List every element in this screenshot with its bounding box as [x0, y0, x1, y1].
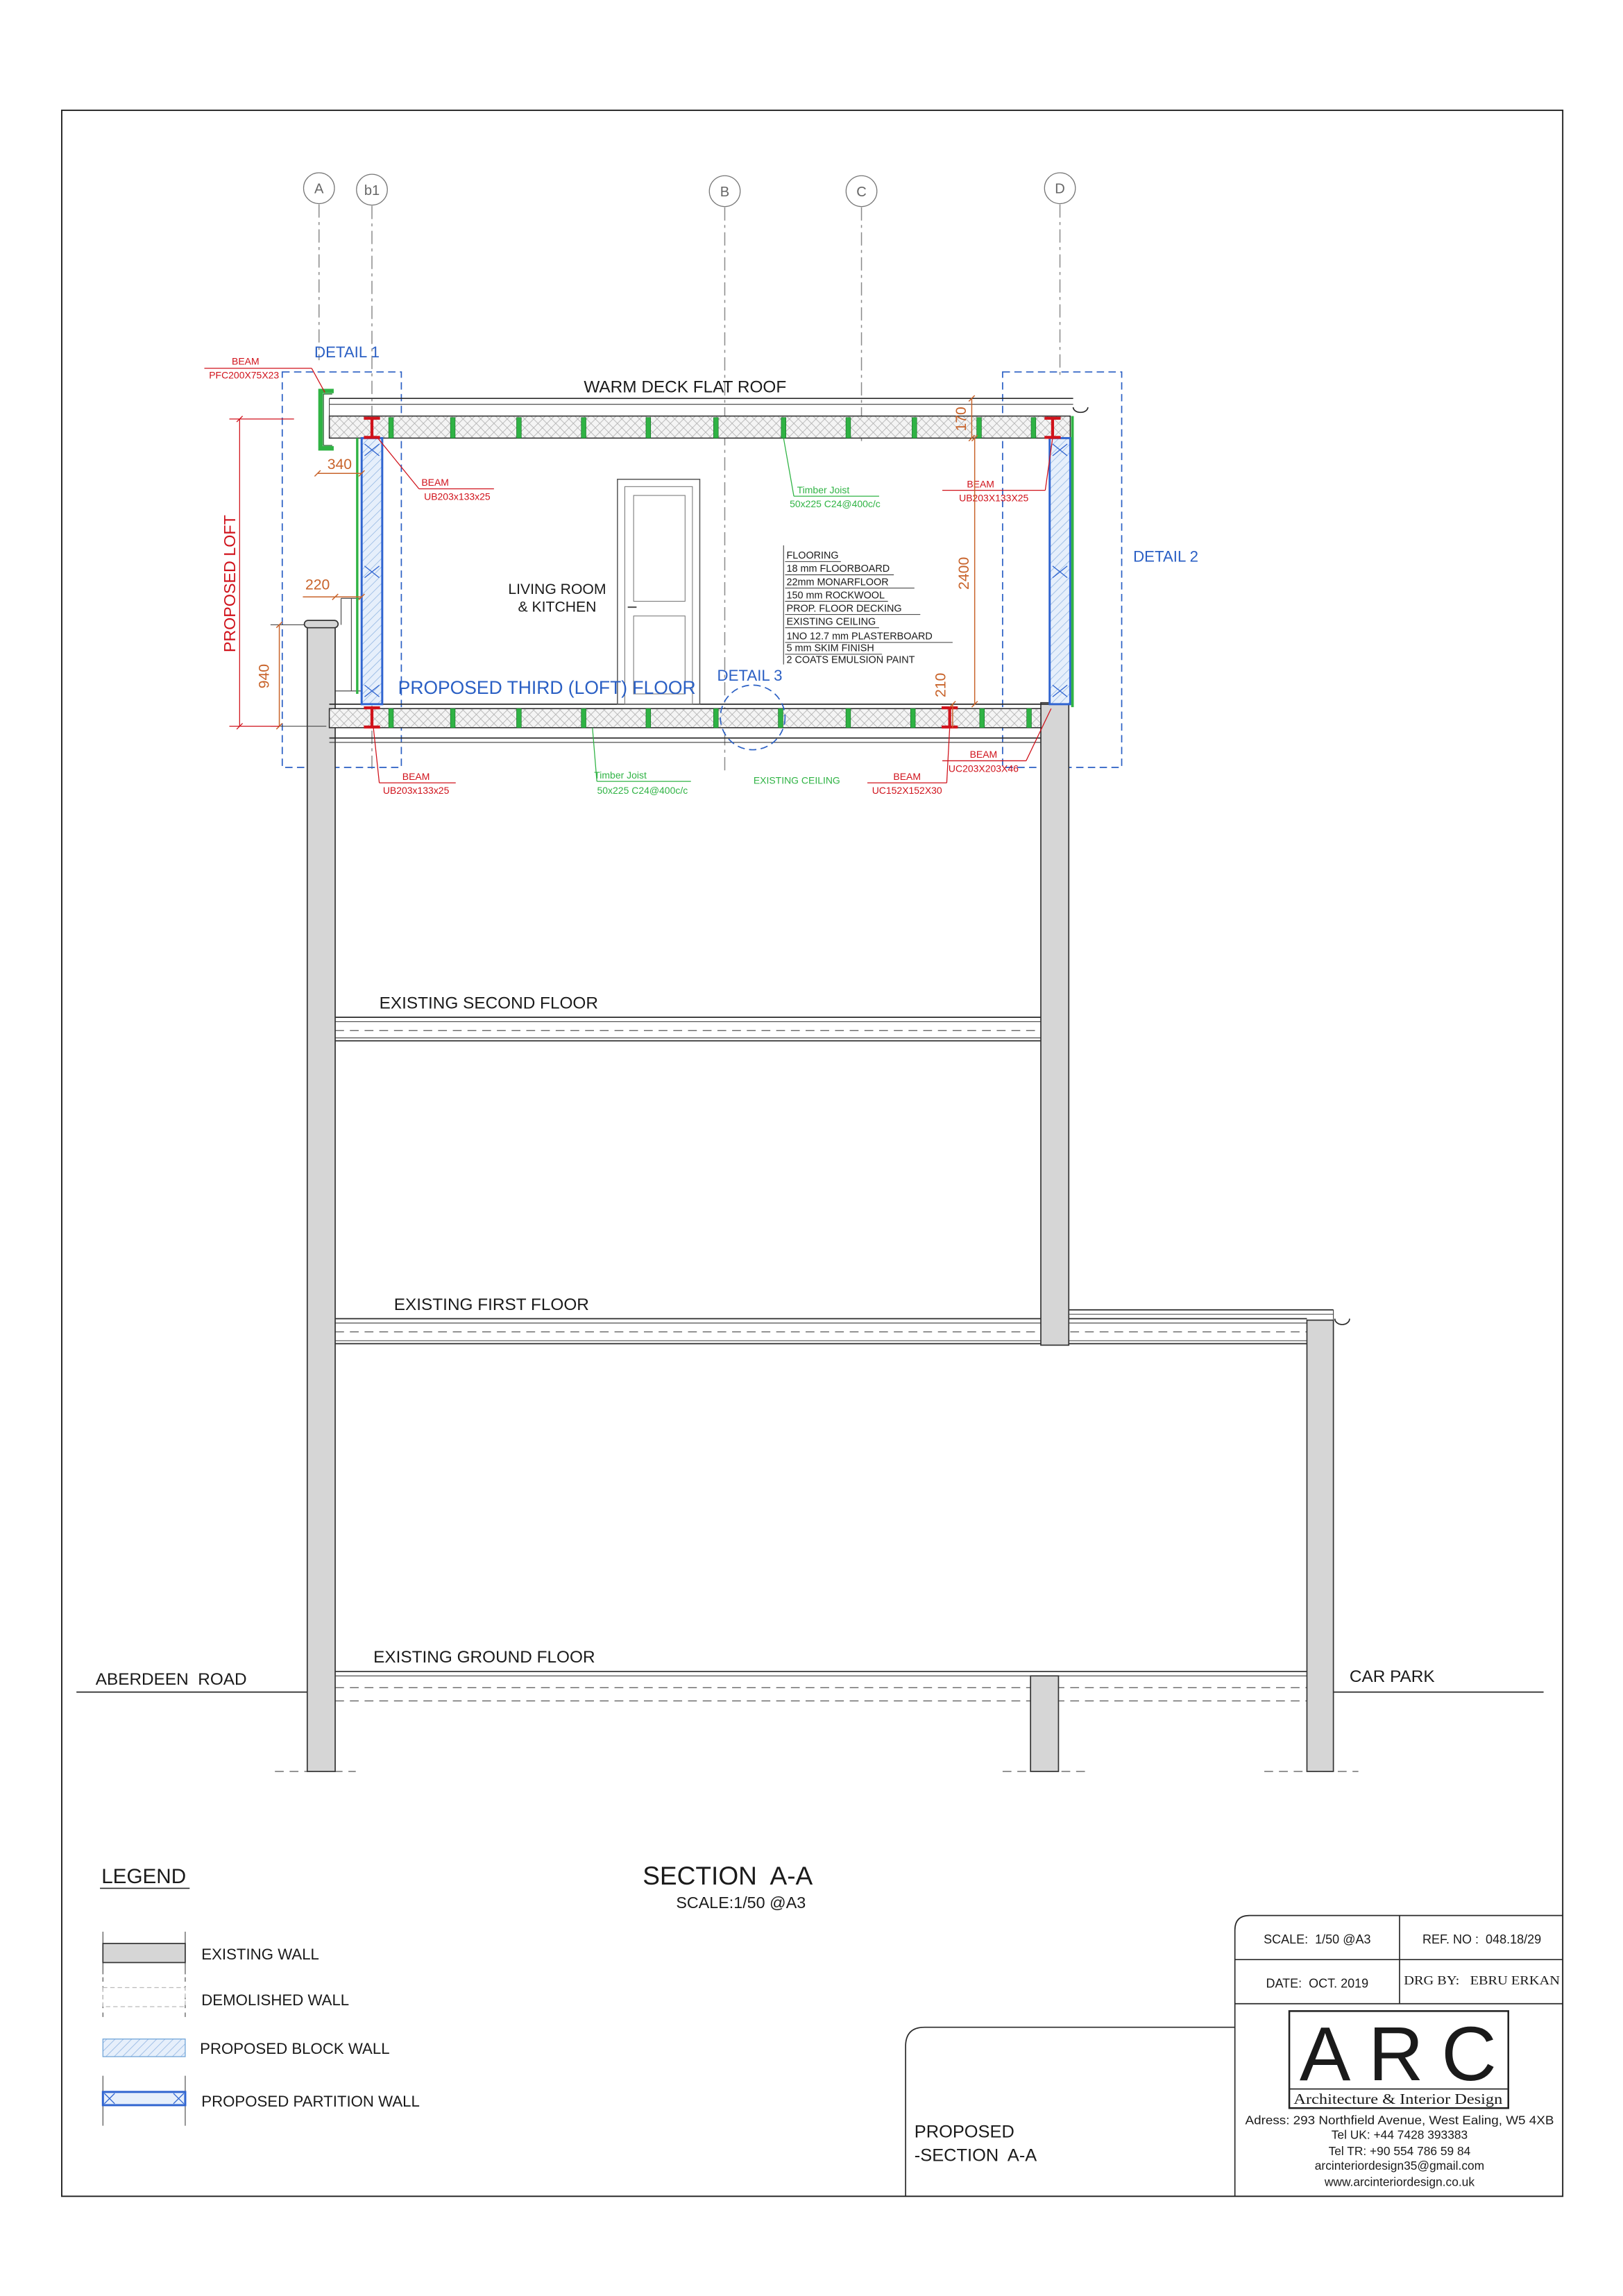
- legend-label: PROPOSED PARTITION WALL: [201, 2093, 420, 2111]
- company-website: www.arcinteriordesign.co.uk: [1324, 2175, 1475, 2189]
- existing-first-floor-slab: [335, 1318, 1307, 1343]
- roof-label: WARM DECK FLAT ROOF: [584, 377, 787, 397]
- spec-line: 5 mm SKIM FINISH: [786, 643, 874, 654]
- grid-label-a: A: [314, 181, 324, 197]
- legend: [100, 1865, 420, 2126]
- legend-proposed-block-wall: [103, 2039, 389, 2057]
- floor-timber-joist: [516, 708, 521, 728]
- drawing-title-line2: -SECTION A-A: [914, 2145, 1037, 2166]
- floor-timber-joist: [779, 708, 783, 728]
- section-scale: SCALE:1/50 @A3: [676, 1894, 806, 1912]
- existing-ground-floor-label: EXISTING GROUND FLOOR: [373, 1648, 595, 1667]
- existing-rear-wall: [1041, 703, 1069, 1345]
- roof-timber-joist: [1031, 418, 1036, 439]
- legend-label: PROPOSED BLOCK WALL: [200, 2039, 390, 2057]
- existing-first-floor-label: EXISTING FIRST FLOOR: [393, 1295, 589, 1314]
- beam-callout-size: UC152X152X30: [872, 785, 942, 797]
- floor-timber-joist: [713, 708, 718, 728]
- room-label-line1: LIVING ROOM: [508, 581, 606, 597]
- roof-timber-joist: [713, 418, 718, 439]
- roof-gutter: [1073, 407, 1088, 412]
- spec-line: 18 mm FLOORBOARD: [786, 563, 890, 575]
- grid-line-a: [304, 173, 334, 360]
- existing-extension-wall: [1307, 1320, 1333, 1771]
- beam-callout-size: PFC200X75X23: [209, 369, 280, 381]
- roof-timber-joist: [389, 418, 393, 439]
- floor-timber-joist: [846, 708, 851, 728]
- grid-line-d: [1044, 173, 1075, 375]
- joist-callout-roof: [783, 438, 881, 509]
- grid-label-b1: b1: [364, 182, 380, 198]
- dimension-text: 220: [305, 577, 330, 593]
- floor-timber-joist: [1027, 708, 1032, 728]
- roof-timber-joist: [516, 418, 521, 439]
- title-block: [906, 1916, 1563, 2197]
- logo-tagline: Architecture & Interior Design: [1293, 2090, 1503, 2107]
- existing-second-floor-slab: [335, 1017, 1041, 1041]
- right-loft-partition-wall: [1050, 438, 1071, 704]
- joist-callout-spec: 50x225 C24@400c/c: [790, 498, 881, 509]
- floor-timber-joist: [980, 708, 985, 728]
- gutter: [1335, 1318, 1350, 1324]
- grid-label-c: C: [856, 184, 867, 200]
- logo-text: ARC: [1299, 2011, 1497, 2097]
- beam-callout-size: UB203x133x25: [424, 491, 491, 502]
- spec-line: PROP. FLOOR DECKING: [786, 603, 902, 615]
- dimension-text: 2400: [956, 556, 973, 590]
- beam-callout-label: BEAM: [967, 478, 994, 490]
- dimension-text: 210: [933, 672, 949, 697]
- door: [618, 479, 700, 704]
- spec-line: 1NO 12.7 mm PLASTERBOARD: [786, 631, 933, 643]
- roof-timber-joist: [912, 418, 917, 439]
- beam-callout-roof-left: [377, 438, 493, 502]
- floor-timber-joist: [646, 708, 651, 728]
- legend-label: EXISTING WALL: [201, 1946, 319, 1964]
- warm-deck-flat-roof: [330, 398, 1088, 438]
- beam-callout-label: BEAM: [232, 355, 260, 367]
- scale-field: SCALE: 1/50 @A3: [1264, 1932, 1371, 1946]
- spec-line: EXISTING CEILING: [786, 616, 876, 628]
- dimension-220: [303, 577, 364, 600]
- legend-existing-wall: [103, 1932, 319, 1974]
- floor-timber-joist: [910, 708, 915, 728]
- grid-label-d: D: [1055, 181, 1065, 197]
- street-label-right: CAR PARK: [1349, 1667, 1435, 1686]
- loft-floor-structure: [330, 704, 1069, 742]
- spec-line: 2 COATS EMULSION PAINT: [786, 654, 915, 666]
- grid-label-b: B: [720, 184, 730, 200]
- roof-timber-joist: [450, 418, 455, 439]
- drawing-title-box: [906, 2027, 1235, 2197]
- roof-timber-joist: [581, 418, 586, 439]
- drawing-title-line1: PROPOSED: [914, 2122, 1014, 2142]
- existing-ground-floor-slab: [335, 1672, 1307, 1701]
- joist-callout-spec: 50x225 C24@400c/c: [597, 785, 688, 797]
- beam-callout-pfc: [204, 355, 325, 392]
- company-email: arcinteriordesign35@gmail.com: [1314, 2159, 1485, 2173]
- existing-second-floor-label: EXISTING SECOND FLOOR: [379, 994, 598, 1013]
- front-wall-coping: [305, 620, 339, 628]
- company-address: Adress: 293 Northfield Avenue, West Ealing, W5 4XB: [1245, 2113, 1554, 2127]
- grid-line-c: [846, 176, 876, 441]
- dimension-text: 340: [327, 456, 352, 473]
- spec-line: 150 mm ROCKWOOL: [786, 590, 885, 602]
- beam-callout-size: UB203x133x25: [382, 785, 450, 797]
- legend-proposed-partition-wall: [103, 2076, 420, 2126]
- floor-timber-joist: [389, 708, 393, 728]
- left-loft-partition-wall: [362, 438, 382, 704]
- existing-ground-pier: [1030, 1676, 1058, 1771]
- legend-heading: LEGEND: [101, 1865, 187, 1889]
- drawn-by-field: DRG BY: EBRU ERKAN: [1404, 1973, 1560, 1988]
- ref-no-field: REF. NO : 048.18/29: [1422, 1932, 1542, 1946]
- beam-callout-label: BEAM: [893, 770, 921, 782]
- proposed-loft-label: PROPOSED LOFT: [220, 515, 239, 653]
- company-tel-tr: Tel TR: +90 554 786 59 84: [1328, 2143, 1471, 2158]
- legend-label: DEMOLISHED WALL: [201, 1991, 350, 2009]
- room-label-line2: & KITCHEN: [518, 599, 597, 615]
- joist-callout-label: Timber Joist: [594, 769, 647, 781]
- spec-line: 22mm MONARFLOOR: [786, 577, 889, 588]
- dimension-text: 940: [256, 663, 273, 689]
- company-logo: [1289, 2011, 1509, 2108]
- legend-demolished-wall: [103, 1978, 349, 2018]
- detail-1-label: DETAIL 1: [314, 343, 380, 361]
- roof-timber-joist: [846, 418, 851, 439]
- beam-callout-roof-right: [942, 438, 1053, 503]
- section-title: SECTION A-A: [643, 1861, 813, 1891]
- existing-front-wall: [307, 624, 335, 1771]
- dimension-2400: [956, 435, 978, 707]
- beam-callout-size: UB203X133X25: [959, 492, 1029, 504]
- detail-3-label: DETAIL 3: [717, 666, 783, 684]
- detail-2-label: DETAIL 2: [1133, 547, 1199, 566]
- floor-timber-joist: [450, 708, 455, 728]
- roof-timber-joist: [646, 418, 651, 439]
- beam-callout-label: BEAM: [969, 749, 998, 760]
- floor-timber-joist: [581, 708, 586, 728]
- beam-callout-label: BEAM: [421, 477, 449, 488]
- spec-line: FLOORING: [786, 550, 839, 562]
- street-label-left: ABERDEEN ROAD: [95, 1670, 247, 1690]
- loft-floor-label: PROPOSED THIRD (LOFT) FLOOR: [398, 677, 696, 699]
- roof-timber-joist: [781, 418, 786, 439]
- date-field: DATE: OCT. 2019: [1266, 1976, 1369, 1991]
- beam-callout-size: UC203X203X46: [948, 763, 1019, 774]
- beam-callout-label: BEAM: [402, 770, 430, 782]
- dimension-text: 170: [953, 407, 969, 432]
- company-tel-uk: Tel UK: +44 7428 393383: [1331, 2127, 1468, 2142]
- flooring-spec-block: [783, 545, 953, 665]
- existing-ceiling-label: EXISTING CEILING: [753, 774, 840, 786]
- joist-callout-label: Timber Joist: [797, 484, 850, 495]
